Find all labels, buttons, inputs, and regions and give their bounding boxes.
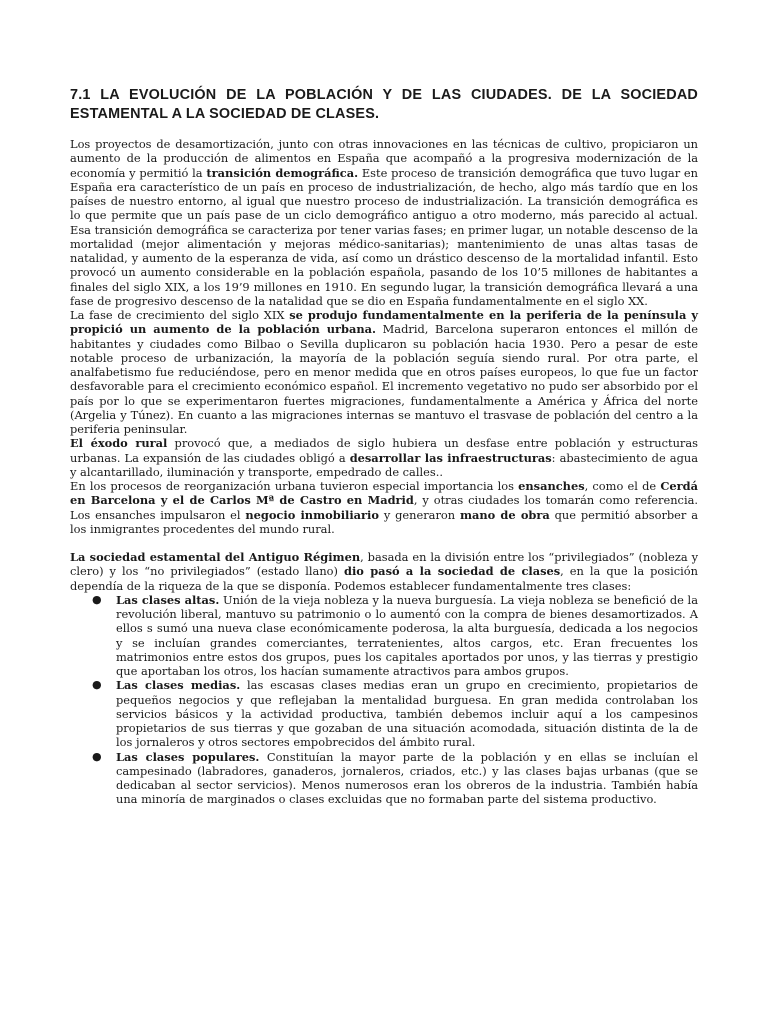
bullet-icon: ● bbox=[92, 678, 102, 692]
paragraph-rural-exodus bbox=[70, 436, 698, 479]
paragraph-demographic-transition bbox=[70, 137, 698, 308]
bold-run: La sociedad estamental del Antiguo Régimen bbox=[70, 550, 361, 564]
text-run: , en la que la posición dependía de la riqueza de la que se disponía. Podemos establecer fundamentalmente tres clases: bbox=[70, 564, 698, 593]
list-item-text: Unión de la vieja nobleza y la nueva burguesía. La vieja nobleza se benefició de la revolución liberal, mantuvo su patrimonio o lo aumentó con la compra de bienes desamortizados. A ellos s sumó una nueva clase económicamente poderosa, la alta burguesía, dedicada a los negocios y se incluían grandes comerciantes, terratenientes, altos cargos, etc. Eran frecuentes los matrimonios entre estos dos grupos, pues los capitales aportados por unos, y las tierras y prestigio que aportaban los otros, los hacían sumamente atractivos para ambos grupos. bbox=[116, 592, 698, 678]
bold-run: El éxodo rural bbox=[70, 436, 168, 451]
bold-run: desarrollar las infraestructuras bbox=[349, 450, 552, 465]
list-item-middle-class bbox=[70, 678, 698, 749]
list-item-upper-class bbox=[70, 593, 698, 679]
list-item-text: Constituían la mayor parte de la población y en ellas se incluían el campesinado (labradores, ganaderos, jornaleros, criados, etc.) y las clases bajas urbanas (que se dedicaban al sector servicios). Menos numerosos eran los obreros de la industria. También había una minoría de marginados o clases excluidas que no formaban parte del sistema productivo. bbox=[116, 749, 698, 807]
bold-run: ensanches bbox=[518, 479, 585, 493]
list-item-text: las escasas clases medias eran un grupo en crecimiento, propietarios de pequeños negocios y que reflejaban la mentalidad burguesa. En gran medida controlaban los servicios básicos y la actividad productiva, también debemos incluir aquí a los campesinos propietarios de sus tierras y que gozaban de una situación acomodada, situación distinta de la de los jornaleros y otros sectores empobrecidos del ámbito rural. bbox=[116, 678, 698, 750]
paragraph-urban-growth bbox=[70, 308, 698, 436]
text-run: La fase de crecimiento del siglo XIX bbox=[70, 308, 290, 322]
bullet-icon: ● bbox=[92, 592, 102, 606]
bold-run: Cerdá en Barcelona y el de Carlos Mª de Castro en Madrid bbox=[70, 479, 698, 508]
text-run: Este proceso de transición demográfica que tuvo lugar en España era característico de un país en proceso de industrialización, de hecho, algo más tardío que en los países de nuestro entorno, al igual que nuestro proceso de industrialización. La transición demográfica es lo que permite que un país pase de un ciclo demográfico antiguo a otro moderno, más parecido al actual. Esa transición demográfica se caracteriza por tener varias fases; en primer lugar, un notable descenso de la mortalidad (mejor alimentación y mejoras médico-sanitarias); mantenimiento de unas altas tasas de natalidad, y aumento de la esperanza de vida, así como un drástico descenso de la mortalidad infantil. Esto provocó un aumento considerable en la población española, pasando de los 10’5 millones de habitantes a finales del siglo XIX, a los 19’9 millones en 1910. En segundo lugar, la transición demográfica llevará a una fase de progresivo descenso de la natalidad que se dio en España fundamentalmente en el siglo XX. bbox=[70, 165, 699, 308]
text-run: Madrid, Barcelona superaron entonces el millón de habitantes y ciudades como Bilbao o Sevilla duplicaron su población hacia 1930. Pero a pesar de este notable proceso de urbanización, la mayoría de la población seguía siendo rural. Por otra parte, el analfabetismo fue reduciéndose, pero en menor medida que en otros países europeos, lo que fue un factor desfavorable para el crecimiento económico español. El incremento vegetativo no pudo ser absorbido por el país por lo que se experimentaron fuertes migraciones, fundamentalmente a América y África del norte (Argelia y Túnez). En cuanto a las migraciones internas se mantuvo el trasvase de población del centro a la periferia peninsular. bbox=[70, 322, 698, 436]
list-item-label: Las clases populares. bbox=[116, 749, 260, 764]
list-item-label: Las clases altas. bbox=[116, 592, 220, 607]
text-run: , como el de bbox=[584, 479, 661, 493]
bold-run: mano de obra bbox=[459, 507, 550, 522]
text-run: , y otras ciudades los tomarán como referencia. Los ensanches impulsaron el bbox=[70, 493, 698, 522]
paragraph-spacer bbox=[70, 536, 698, 550]
text-run: Los proyectos de desamortización, junto con otras innovaciones en las técnicas de cultivo, propiciaron un aumento de la producción de alimentos en España que acompañó a la progresiva modernización de la economía y permitió la bbox=[70, 137, 698, 180]
text-run: provocó que, a mediados de siglo hubiera un desfase entre población y estructuras urbanas. La expansión de las ciudades obligó a bbox=[70, 436, 698, 465]
text-run: que permitió absorber a los inmigrantes procedentes del mundo rural. bbox=[70, 507, 698, 536]
list-item-label: Las clases medias. bbox=[116, 678, 241, 693]
bold-run: dio pasó a la sociedad de clases bbox=[343, 564, 561, 579]
social-classes-list bbox=[70, 593, 698, 807]
bold-run: se produjo fundamentalmente en la periferia de la península y propició un aumento de la población urbana. bbox=[70, 308, 698, 337]
bold-run: transición demográfica. bbox=[206, 165, 359, 180]
text-run: : abastecimiento de agua y alcantarillado, iluminación y transporte, empedrado de calles.. bbox=[70, 450, 698, 479]
bold-run: negocio inmobiliario bbox=[245, 507, 379, 522]
document-title: 7.1 LA EVOLUCIÓN DE LA POBLACIÓN Y DE LAS CIUDADES. DE LA SOCIEDAD ESTAMENTAL A LA SOCIEDAD DE CLASES. bbox=[70, 87, 698, 122]
bullet-icon: ● bbox=[92, 749, 102, 763]
text-run: y generaron bbox=[379, 507, 460, 522]
paragraph-ensanches bbox=[70, 479, 698, 536]
text-run: , basada en la división entre los “privilegiados” (nobleza y clero) y los “no privilegiados” (estado llano) bbox=[70, 550, 699, 579]
list-item-popular-class bbox=[70, 750, 698, 807]
text-run: En los procesos de reorganización urbana tuvieron especial importancia los bbox=[70, 479, 519, 493]
paragraph-class-society bbox=[70, 550, 698, 593]
